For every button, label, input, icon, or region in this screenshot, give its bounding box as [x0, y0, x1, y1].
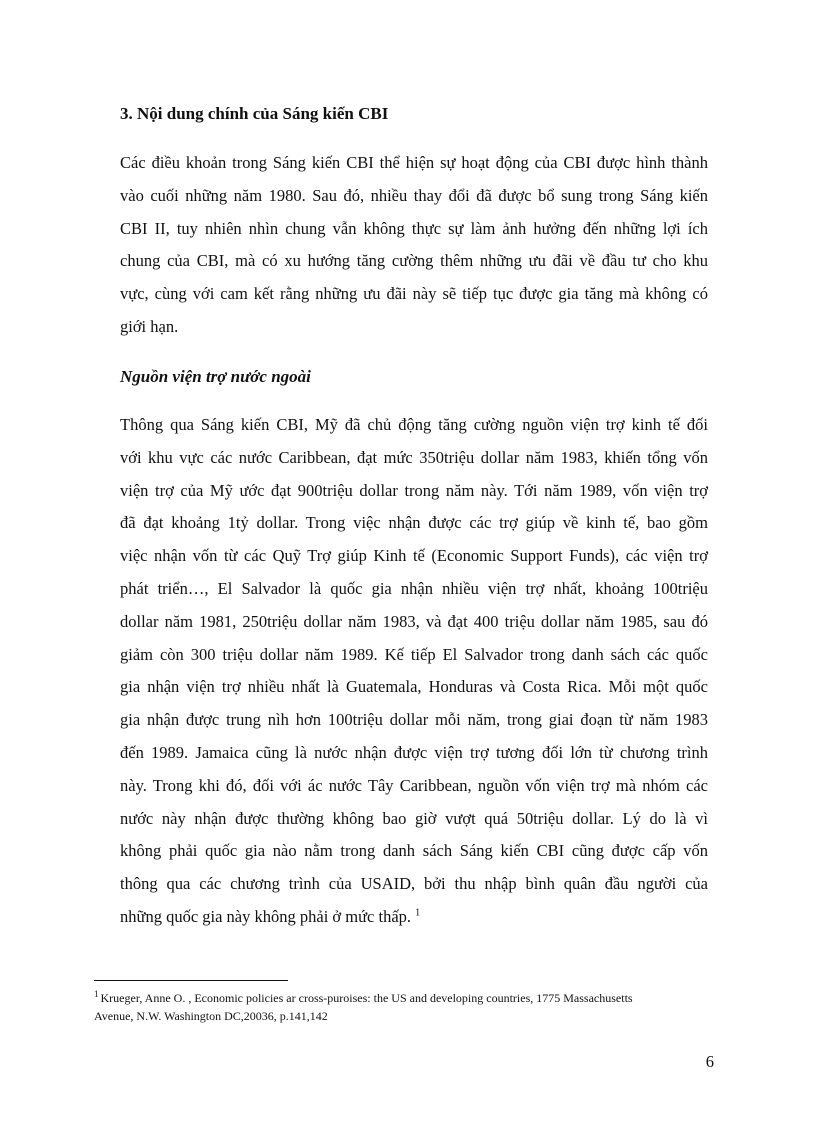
paragraph-line: Thông qua Sáng kiến CBI, Mỹ đã chủ động tăng cường nguồn viện trợ kinh tế đối: [120, 415, 708, 434]
footnote-text-1: Krueger, Anne O. , Economic policies ar cross-puroises: the US and developing countries, 1775 Massachusetts: [100, 991, 633, 1005]
subsection-heading: Nguồn viện trợ nước ngoài: [120, 367, 311, 386]
paragraph-line: việc nhận vốn từ các Quỹ Trợ giúp Kinh tế (Economic Support Funds), các viện trợ: [120, 546, 708, 566]
paragraph-line: vào cuối những năm 1980. Sau đó, nhiều thay đổi đã được bổ sung trong Sáng kiến: [120, 185, 708, 205]
section-paragraph: [120, 147, 708, 344]
paragraph-line: viện trợ của Mỹ ước đạt 900triệu dollar trong năm này. Tới năm 1989, vốn viện trợ: [120, 480, 708, 500]
paragraph-line: dollar năm 1981, 250triệu dollar năm 1983, và đạt 400 triệu dollar năm 1985, sau đó: [120, 611, 708, 631]
paragraph-line: gia nhận viện trợ nhiều nhất là Guatemala, Honduras và Costa Rica. Mỗi một quốc: [120, 677, 708, 697]
page-number: 6: [705, 1052, 714, 1071]
paragraph-line: với khu vực các nước Caribbean, đạt mức 350triệu dollar năm 1983, khiến tổng vốn: [120, 447, 708, 467]
paragraph-line: Các điều khoản trong Sáng kiến CBI thể hiện sự hoạt động của CBI được hình thành: [120, 153, 708, 172]
footnote-reference[interactable]: 1: [415, 907, 421, 919]
paragraph-line-last: [120, 901, 708, 934]
subsection-paragraph: [120, 409, 708, 934]
footnote-separator: [94, 980, 288, 981]
footnote-line-1: [94, 989, 706, 1007]
paragraph-line: giới hạn.: [120, 316, 179, 336]
paragraph-line: đến 1989. Jamaica cũng là nước nhận được viện trợ tương đối lớn từ chương trình: [120, 742, 708, 762]
footnote-marker: 1: [94, 989, 99, 999]
paragraph-line: thông qua các chương trình của USAID, bởi thu nhập bình quân đầu người của: [120, 874, 708, 894]
section-heading: 3. Nội dung chính của Sáng kiến CBI: [120, 104, 389, 123]
paragraph-line: chung của CBI, mà có xu hướng tăng cường thêm những ưu đãi về đầu tư cho khu: [120, 251, 708, 271]
paragraph-line: gia nhận được trung nìh hơn 100triệu dollar mỗi năm, trong giai đoạn từ năm 1983: [120, 710, 708, 730]
paragraph-line: nước này nhận được thường không bao giờ vượt quá 50triệu dollar. Lý do là vì: [120, 808, 708, 828]
paragraph-line: CBI II, tuy nhiên nhìn chung vẫn không thực sự làm ảnh hưởng đến những lợi ích: [120, 218, 708, 238]
footnote: [94, 989, 706, 1025]
paragraph-line-text: những quốc gia này không phải ở mức thấp.: [120, 906, 412, 926]
paragraph-line: không phải quốc gia nào nằm trong danh sách Sáng kiến CBI cũng được cấp vốn: [120, 841, 708, 861]
paragraph-line: này. Trong khi đó, đối với ác nước Tây Caribbean, nguồn vốn viện trợ mà nhóm các: [120, 775, 708, 795]
paragraph-line: vực, cùng với cam kết rằng những ưu đãi này sẽ tiếp tục được gia tăng mà không có: [120, 284, 708, 304]
footnote-line-2: Avenue, N.W. Washington DC,20036, p.141,142: [94, 1009, 328, 1023]
paragraph-line: phát triển…, El Salvador là quốc gia nhận nhiều viện trợ nhất, khoảng 100triệu: [120, 578, 708, 598]
paragraph-line: giảm còn 300 triệu dollar năm 1989. Kế tiếp El Salvador trong danh sách các quốc: [120, 644, 708, 664]
paragraph-line: đã đạt khoảng 1tỷ dollar. Trong việc nhận được các trợ giúp về kinh tế, bao gồm: [120, 513, 708, 533]
